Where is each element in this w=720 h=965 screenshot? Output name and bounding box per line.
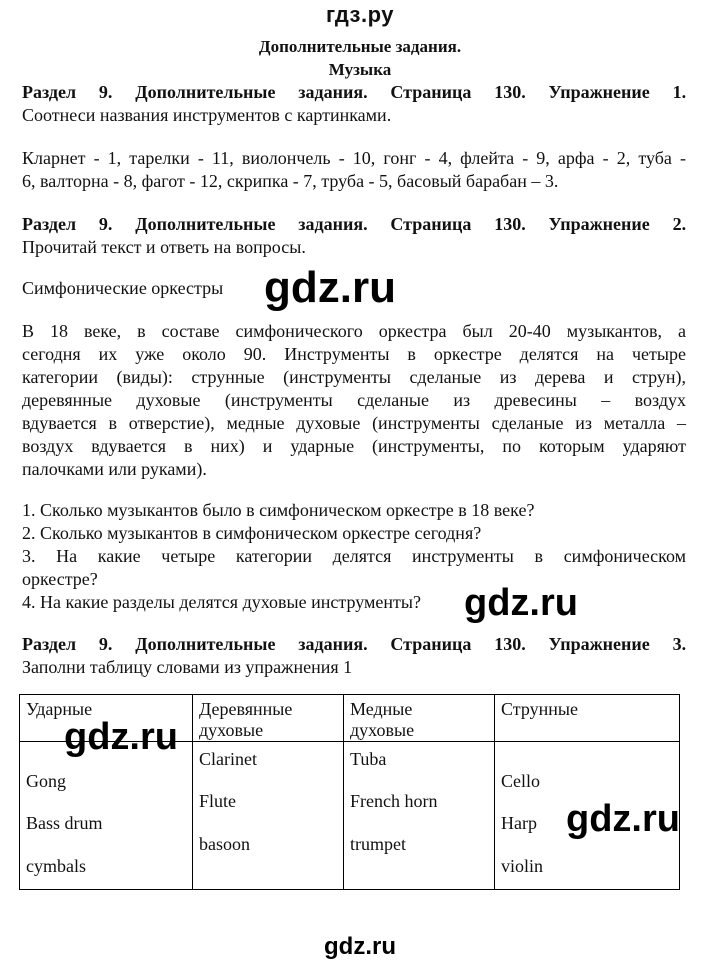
table-item: trumpet (350, 834, 406, 854)
ex2-question: 2. Сколько музыкантов в симфоническом оркестре сегодня? (22, 523, 482, 543)
table-header: Струнные (495, 695, 680, 742)
ex3-heading: Раздел 9. Дополнительные задания. Страница 130. Упражнение 3. (22, 634, 687, 654)
ex2-question: 3. На какие четыре категории делятся инструменты в симфоническом (22, 546, 686, 566)
ex2-question: 4. На какие разделы делятся духовые инструменты? (22, 592, 421, 612)
ex1-heading: Раздел 9. Дополнительные задания. Страница 130. Упражнение 1. (22, 82, 687, 102)
page-title: Дополнительные задания. (258, 37, 462, 56)
ex1-task: Соотнеси названия инструментов с картинками. (22, 105, 392, 125)
watermark: gdz.ru (324, 933, 396, 960)
watermark: gdz.ru (464, 582, 578, 624)
ex2-question: 1. Сколько музыкантов было в симфоническом оркестре в 18 веке? (22, 500, 535, 520)
table-item: Gong (26, 771, 66, 791)
ex2-paragraph-line: вдувается в отверстие), медные духовые (инструменты сделаные из металла – (22, 413, 686, 433)
page-subtitle: Музыка (328, 60, 392, 79)
table-header: Медные духовые (344, 695, 495, 742)
ex2-task: Прочитай текст и ответь на вопросы. (22, 237, 306, 257)
table-item: Bass drum (26, 813, 103, 833)
ex3-task: Заполни таблицу словами из упражнения 1 (22, 657, 353, 677)
ex2-paragraph-line: воздух вдувается в них) и ударные (инструменты, по которым ударяют (22, 436, 686, 456)
table-item: Harp (501, 813, 537, 833)
table-cell (344, 742, 495, 890)
table-item: basoon (199, 834, 250, 854)
table-item: Flute (199, 791, 237, 811)
table-item: Tuba (350, 749, 387, 769)
table-item: violin (501, 856, 544, 876)
table-item: cymbals (26, 856, 86, 876)
table-item: Clarinet (199, 749, 257, 769)
ex2-paragraph-line: сегодня их уже около 90. Инструменты в оркестре делятся на четыре (22, 344, 686, 364)
watermark: gdz.ru (566, 798, 680, 840)
ex2-heading: Раздел 9. Дополнительные задания. Страница 130. Упражнение 2. (22, 214, 687, 234)
table-header: Ударные (20, 695, 193, 742)
ex2-paragraph-line: категории (виды): струнные (инструменты сделаные из дерева и струн), (22, 367, 686, 387)
table-item: Cello (501, 771, 540, 791)
watermark: gdz.ru (64, 716, 178, 758)
ex1-answer-line: 6, валторна - 8, фагот - 12, скрипка - 7, труба - 5, басовый барабан – 3. (22, 171, 559, 191)
site-label: гдз.ру (326, 2, 394, 27)
table-header: Деревянные духовые (193, 695, 344, 742)
ex2-question: оркестре? (22, 569, 98, 589)
ex2-paragraph-line: палочками или руками). (22, 459, 207, 479)
ex2-text-title: Симфонические оркестры (22, 278, 224, 298)
watermark: gdz.ru (264, 263, 396, 312)
table-item: French horn (350, 791, 438, 811)
ex2-paragraph-line: деревянные духовые (инструменты сделаные из древесины – воздух (22, 390, 686, 410)
table-cell (20, 742, 193, 890)
ex2-paragraph-line: В 18 веке, в составе симфонического оркестра был 20-40 музыкантов, а (22, 321, 686, 341)
ex1-answer-line: Кларнет - 1, тарелки - 11, виолончель - 10, гонг - 4, флейта - 9, арфа - 2, туба - (22, 148, 686, 168)
table-cell (193, 742, 344, 890)
